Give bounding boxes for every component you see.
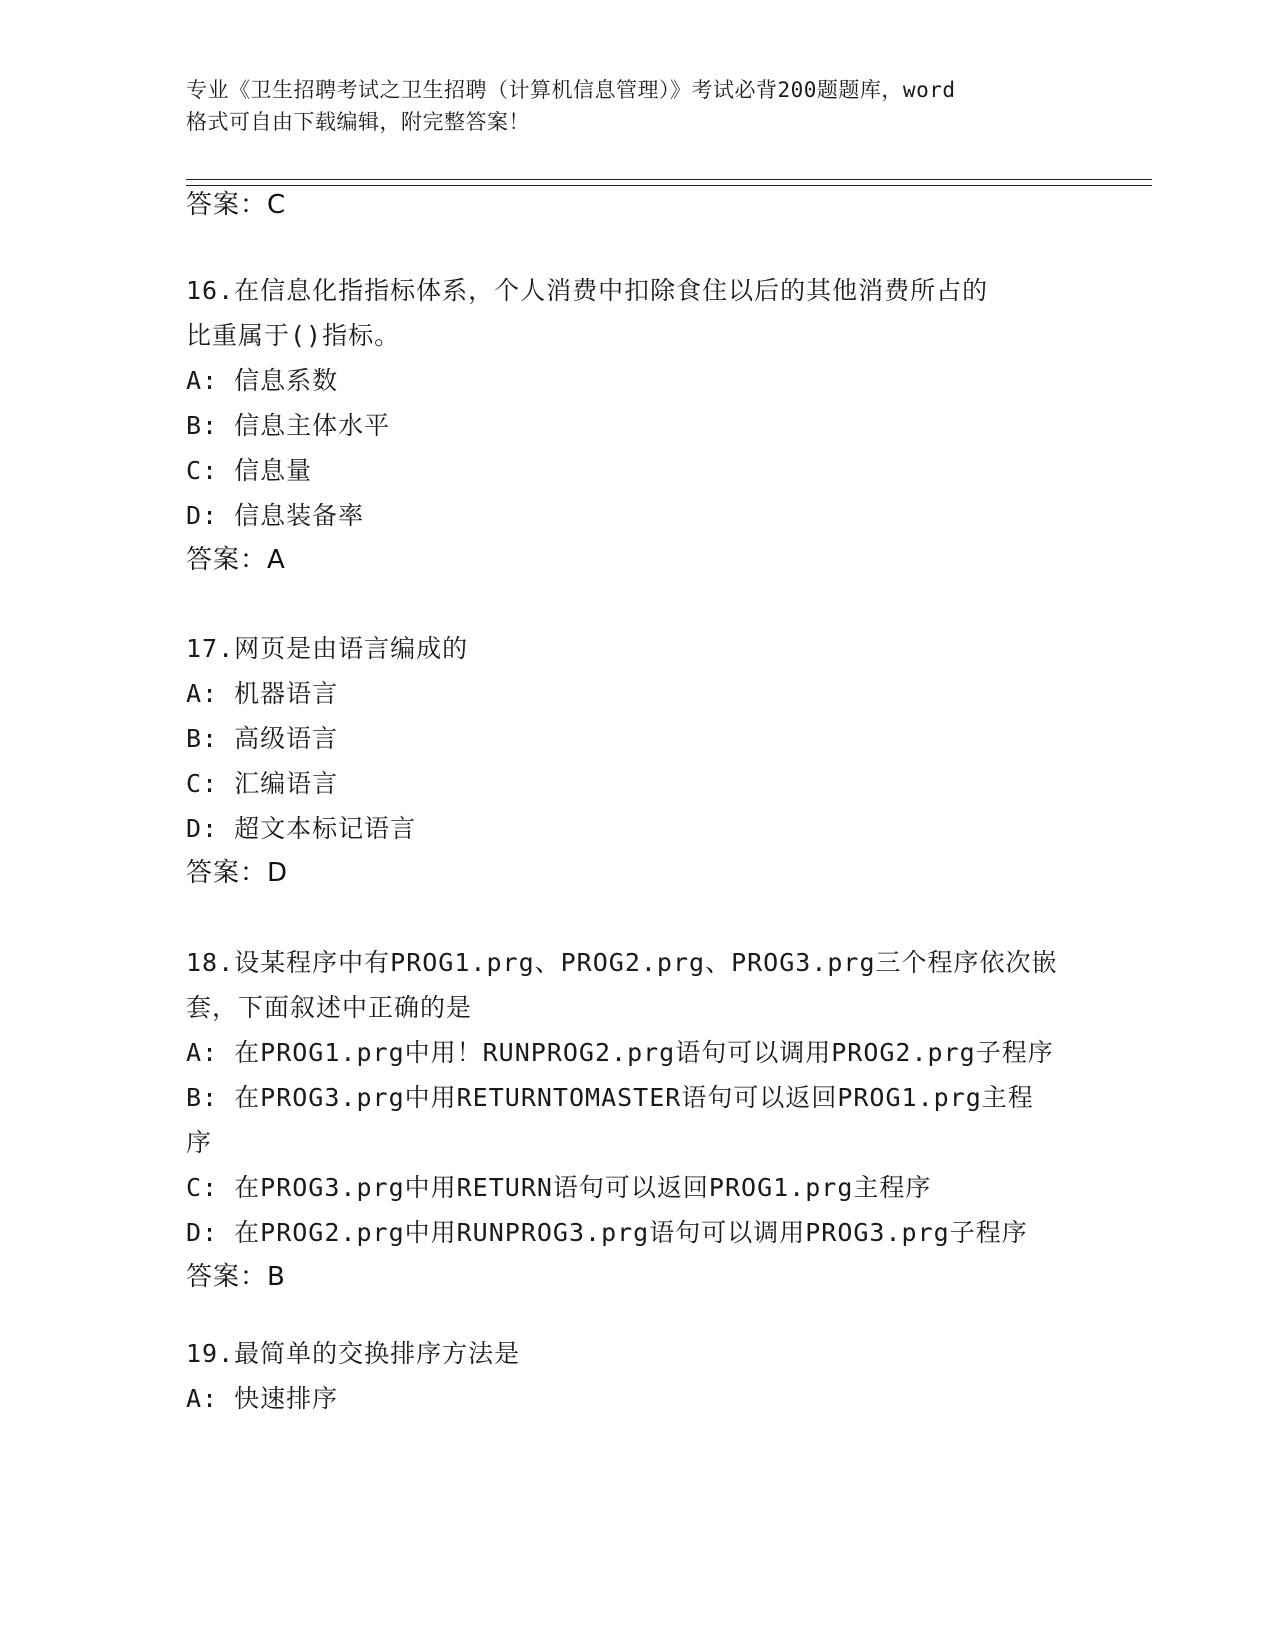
question-text-continued: 比重属于()指标。 — [186, 321, 401, 350]
answer-text: 答案：A — [186, 545, 286, 575]
question-text: 18.设某程序中有PROG1.prg、PROG2.prg、PROG3.prg三个程序依次嵌 — [186, 948, 1058, 977]
question-text-continued: 套，下面叙述中正确的是 — [186, 993, 473, 1022]
option-c: C: 汇编语言 — [186, 769, 339, 798]
question-16 — [186, 268, 1086, 583]
header-line-2: 格式可自由下载编辑，附完整答案！ — [186, 110, 530, 134]
option-c: C: 在PROG3.prg中用RETURN语句可以返回PROG1.prg主程序 — [186, 1173, 932, 1202]
option-d: D: 信息装备率 — [186, 501, 365, 530]
option-d: D: 在PROG2.prg中用RUNPROG3.prg语句可以调用PROG3.prg子程序 — [186, 1218, 1028, 1247]
answer-text: 答案：C — [186, 190, 287, 220]
option-b: B: 在PROG3.prg中用RETURNTOMASTER语句可以返回PROG1.prg主程 — [186, 1083, 1034, 1112]
answer-text: 答案：B — [186, 1262, 286, 1292]
option-c: C: 信息量 — [186, 456, 313, 485]
question-18 — [186, 940, 1086, 1300]
option-a: A: 机器语言 — [186, 679, 339, 708]
question-text: 17.网页是由语言编成的 — [186, 634, 469, 663]
option-b-continued: 序 — [186, 1128, 213, 1157]
option-d: D: 超文本标记语言 — [186, 814, 417, 843]
option-a: A: 信息系数 — [186, 366, 339, 395]
question-17 — [186, 626, 1086, 896]
previous-answer-block — [186, 183, 1086, 228]
header-divider-top — [186, 179, 1152, 180]
option-a: A: 快速排序 — [186, 1384, 339, 1413]
question-text: 16.在信息化指指标体系，个人消费中扣除食住以后的其他消费所占的 — [186, 276, 989, 305]
option-a: A: 在PROG1.prg中用！RUNPROG2.prg语句可以调用PROG2.prg子程序 — [186, 1038, 1054, 1067]
option-b: B: 信息主体水平 — [186, 411, 391, 440]
answer-text: 答案：D — [186, 858, 289, 888]
question-text: 19.最简单的交换排序方法是 — [186, 1339, 521, 1368]
question-19 — [186, 1331, 1086, 1421]
header-line-1: 专业《卫生招聘考试之卫生招聘（计算机信息管理）》考试必背200题题库，word — [186, 78, 956, 102]
option-b: B: 高级语言 — [186, 724, 339, 753]
document-header — [186, 74, 1086, 138]
